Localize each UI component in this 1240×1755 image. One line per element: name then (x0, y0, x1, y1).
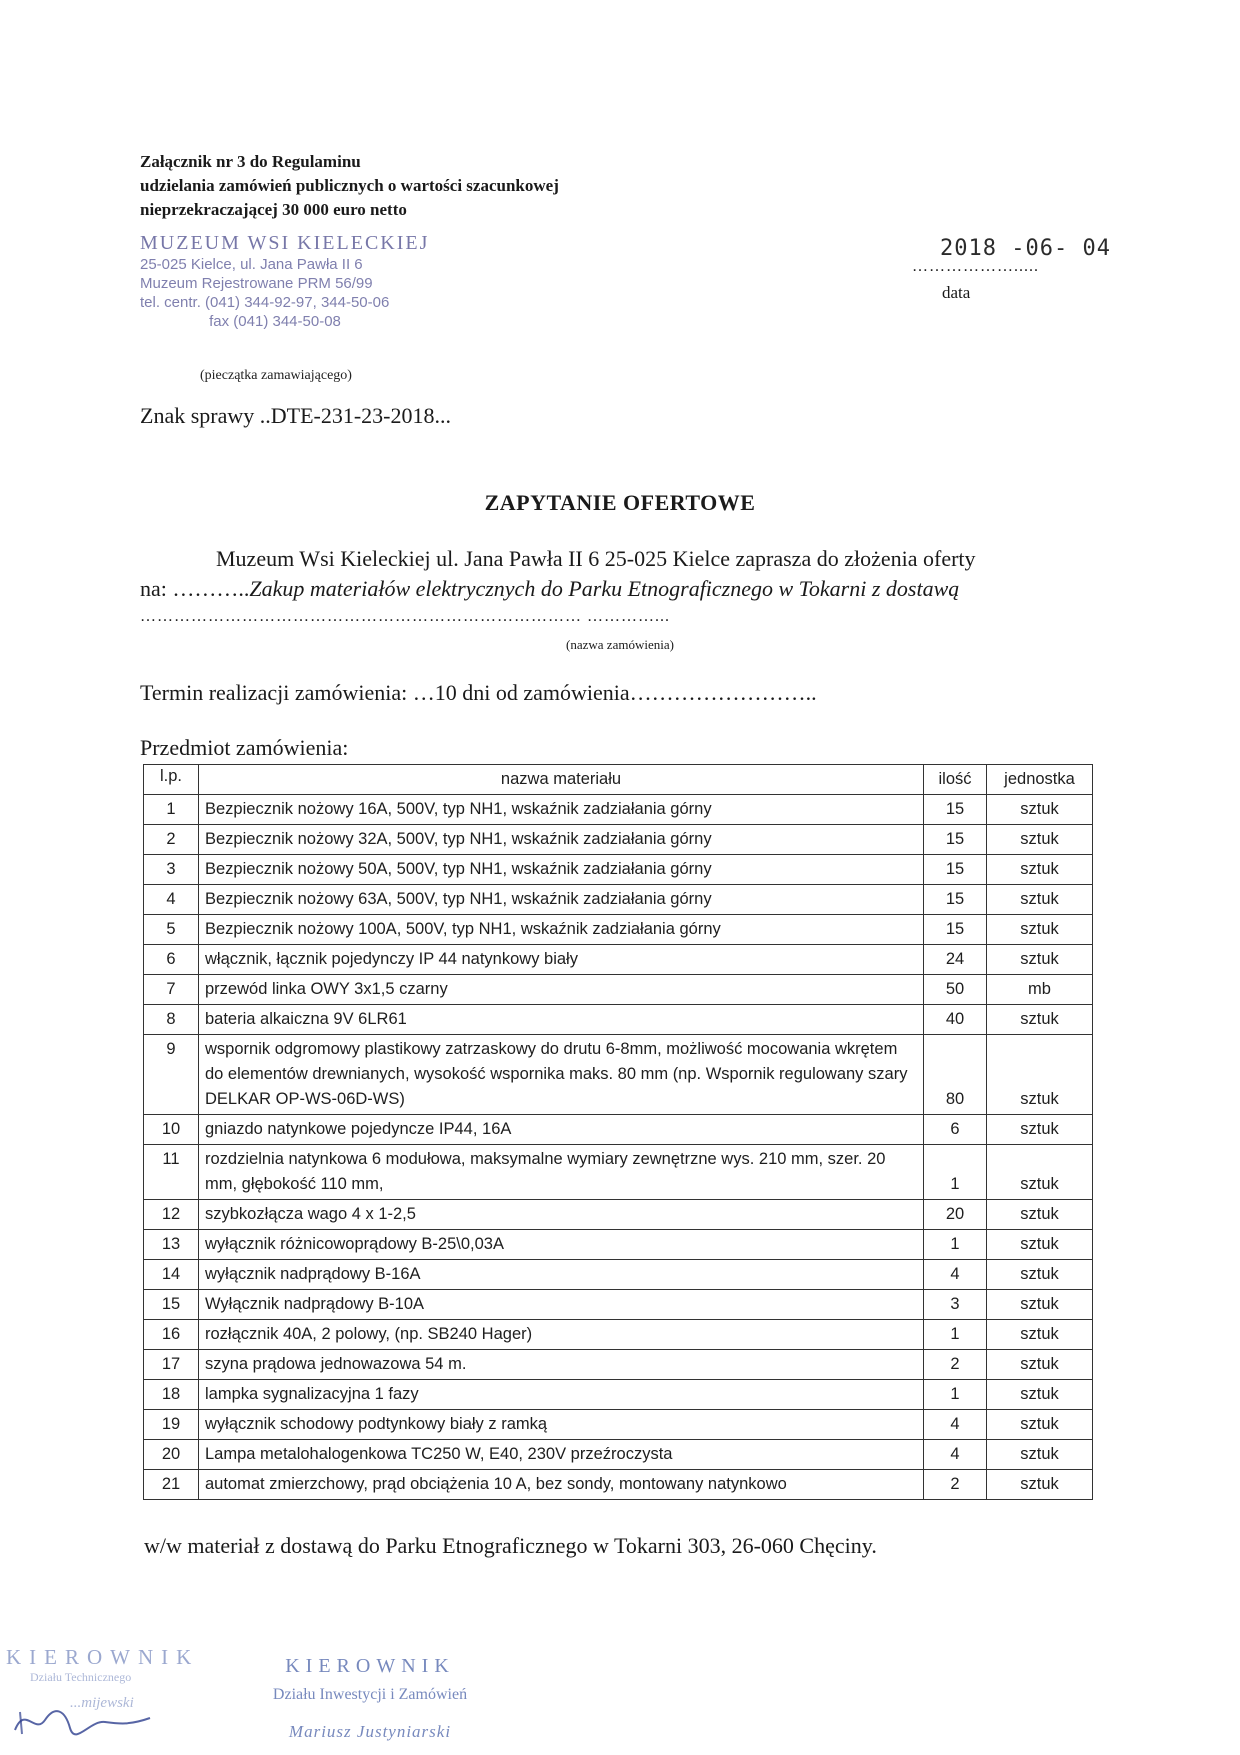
row-lp: 19 (144, 1410, 199, 1440)
row-name: Bezpiecznik nożowy 16A, 500V, typ NH1, wskaźnik zadziałania górny (199, 795, 924, 825)
table-row (144, 975, 1093, 1005)
row-unit: sztuk (987, 1470, 1093, 1500)
date-label: data (942, 283, 971, 302)
row-unit: sztuk (987, 1230, 1093, 1260)
table-row (144, 1145, 1093, 1200)
row-unit: sztuk (987, 1410, 1093, 1440)
row-qty: 4 (924, 1440, 987, 1470)
intro-line: Muzeum Wsi Kieleckiej ul. Jana Pawła II 6 25-025 Kielce zaprasza do złożenia oferty (216, 546, 976, 571)
header-line: nieprzekraczającej 30 000 euro netto (140, 200, 407, 219)
table-row (144, 1005, 1093, 1035)
order-name-caption: (nazwa zamówienia) (566, 637, 674, 652)
case-number: Znak sprawy ..DTE-231-23-2018... (140, 403, 451, 428)
table-row (144, 1230, 1093, 1260)
row-lp: 17 (144, 1350, 199, 1380)
row-unit: sztuk (987, 1115, 1093, 1145)
row-unit: sztuk (987, 1380, 1093, 1410)
stamp-caption: (pieczątka zamawiającego) (200, 368, 352, 383)
stamp-line: 25-025 Kielce, ul. Jana Pawła II 6 (140, 256, 363, 273)
stamp-line: fax (041) 344-50-08 (209, 313, 341, 330)
order-name-dots: …………………………………………………………………… …………... (140, 608, 670, 625)
signature-stamp-investment (220, 1655, 520, 1742)
row-unit: sztuk (987, 945, 1093, 975)
order-name: Zakup materiałów elektrycznych do Parku Etnograficznego w Tokarni z dostawą (249, 576, 960, 601)
row-unit: sztuk (987, 915, 1093, 945)
date-stamp: 2018 -06- 04 (940, 236, 1111, 261)
row-lp: 4 (144, 885, 199, 915)
header-lp: l.p. (144, 765, 199, 795)
row-lp: 21 (144, 1470, 199, 1500)
table-row (144, 915, 1093, 945)
row-qty: 20 (924, 1200, 987, 1230)
row-unit: sztuk (987, 825, 1093, 855)
row-unit: sztuk (987, 1035, 1093, 1115)
row-unit: sztuk (987, 1440, 1093, 1470)
row-lp: 20 (144, 1440, 199, 1470)
table-row (144, 1410, 1093, 1440)
table-row (144, 855, 1093, 885)
row-lp: 14 (144, 1260, 199, 1290)
row-qty: 4 (924, 1410, 987, 1440)
row-name: wyłącznik nadprądowy B-16A (199, 1260, 924, 1290)
row-qty: 15 (924, 855, 987, 885)
row-unit: sztuk (987, 855, 1093, 885)
row-name: przewód linka OWY 3x1,5 czarny (199, 975, 924, 1005)
table-row (144, 1200, 1093, 1230)
row-lp: 7 (144, 975, 199, 1005)
table-row (144, 945, 1093, 975)
document-header (140, 150, 559, 222)
header-line: Załącznik nr 3 do Regulaminu (140, 152, 361, 171)
table-row (144, 1290, 1093, 1320)
row-qty: 2 (924, 1350, 987, 1380)
row-name: lampka sygnalizacyjna 1 fazy (199, 1380, 924, 1410)
row-name: Bezpiecznik nożowy 50A, 500V, typ NH1, wskaźnik zadziałania górny (199, 855, 924, 885)
row-unit: sztuk (987, 1350, 1093, 1380)
row-name: szyna prądowa jednowazowa 54 m. (199, 1350, 924, 1380)
materials-table (143, 764, 1093, 1500)
row-lp: 3 (144, 855, 199, 885)
row-lp: 6 (144, 945, 199, 975)
row-name: rozdzielnia natynkowa 6 modułowa, maksymalne wymiary zewnętrzne wys. 210 mm, szer. 20 mm, głębokość 110 mm, (199, 1145, 924, 1200)
row-qty: 6 (924, 1115, 987, 1145)
table-row (144, 825, 1093, 855)
row-name: wyłącznik różnicowoprądowy B-25\0,03A (199, 1230, 924, 1260)
row-lp: 12 (144, 1200, 199, 1230)
row-qty: 15 (924, 825, 987, 855)
row-unit: sztuk (987, 1005, 1093, 1035)
table-row (144, 1440, 1093, 1470)
row-name: rozłącznik 40A, 2 polowy, (np. SB240 Hager) (199, 1320, 924, 1350)
row-lp: 16 (144, 1320, 199, 1350)
row-qty: 3 (924, 1290, 987, 1320)
row-qty: 1 (924, 1230, 987, 1260)
subject-heading: Przedmiot zamówienia: (140, 735, 349, 760)
row-lp: 11 (144, 1145, 199, 1200)
institution-stamp (140, 232, 470, 331)
row-lp: 15 (144, 1290, 199, 1320)
table-row (144, 1115, 1093, 1145)
table-row (144, 1260, 1093, 1290)
signature-title: KIEROWNIK (285, 1655, 455, 1677)
row-unit: sztuk (987, 1260, 1093, 1290)
stamp-line: tel. centr. (041) 344-92-97, 344-50-06 (140, 294, 390, 311)
row-unit: sztuk (987, 1145, 1093, 1200)
row-name: bateria alkaiczna 9V 6LR61 (199, 1005, 924, 1035)
row-lp: 5 (144, 915, 199, 945)
row-name: Bezpiecznik nożowy 100A, 500V, typ NH1, wskaźnik zadziałania górny (199, 915, 924, 945)
signature-title: KIEROWNIK (6, 1645, 200, 1669)
row-name: wspornik odgromowy plastikowy zatrzaskowy do drutu 6-8mm, możliwość mocowania wkrętem do elementów drewnianych, wysokość wspornika maks. 80 mm (np. Wspornik regulowany szary DELKAR OP-WS-06D-WS) (199, 1035, 924, 1115)
table-row (144, 1320, 1093, 1350)
row-name: automat zmierzchowy, prąd obciążenia 10 A, bez sondy, montowany natynkowo (199, 1470, 924, 1500)
document-title: ZAPYTANIE OFERTOWE (484, 490, 756, 515)
row-qty: 1 (924, 1380, 987, 1410)
handwritten-signature (10, 1700, 160, 1740)
row-name: Bezpiecznik nożowy 63A, 500V, typ NH1, wskaźnik zadziałania górny (199, 885, 924, 915)
row-unit: sztuk (987, 795, 1093, 825)
row-unit: sztuk (987, 1290, 1093, 1320)
row-qty: 40 (924, 1005, 987, 1035)
table-row (144, 885, 1093, 915)
row-name: gniazdo natynkowe pojedyncze IP44, 16A (199, 1115, 924, 1145)
row-qty: 4 (924, 1260, 987, 1290)
row-qty: 15 (924, 795, 987, 825)
order-name-prefix: na: ……….. (140, 576, 250, 601)
row-name: Wyłącznik nadprądowy B-10A (199, 1290, 924, 1320)
delivery-term: Termin realizacji zamówienia: …10 dni od zamówienia…………………….. (140, 680, 817, 705)
stamp-line: Muzeum Rejestrowane PRM 56/99 (140, 275, 373, 292)
table-row (144, 1350, 1093, 1380)
signature-dept: Działu Technicznego (30, 1670, 132, 1684)
row-lp: 1 (144, 795, 199, 825)
row-qty: 1 (924, 1145, 987, 1200)
row-unit: sztuk (987, 1320, 1093, 1350)
row-lp: 10 (144, 1115, 199, 1145)
table-row (144, 1470, 1093, 1500)
table-row (144, 1035, 1093, 1115)
row-qty: 1 (924, 1320, 987, 1350)
header-unit: jednostka (987, 765, 1093, 795)
signature-name: ...mijewski (70, 1695, 134, 1711)
table-header-row (144, 765, 1093, 795)
delivery-note: w/w materiał z dostawą do Parku Etnograficznego w Tokarni 303, 26-060 Chęciny. (144, 1533, 877, 1558)
order-name-line (140, 576, 959, 602)
row-name: włącznik, łącznik pojedynczy IP 44 natynkowy biały (199, 945, 924, 975)
row-qty: 2 (924, 1470, 987, 1500)
table-row (144, 795, 1093, 825)
row-lp: 8 (144, 1005, 199, 1035)
header-qty: ilość (924, 765, 987, 795)
header-name: nazwa materiału (199, 765, 924, 795)
row-qty: 50 (924, 975, 987, 1005)
row-unit: mb (987, 975, 1093, 1005)
row-qty: 80 (924, 1035, 987, 1115)
stamp-line: MUZEUM WSI KIELECKIEJ (140, 232, 430, 254)
signature-dept: Działu Inwestycji i Zamówień (272, 1686, 468, 1703)
row-qty: 24 (924, 945, 987, 975)
row-qty: 15 (924, 915, 987, 945)
row-qty: 15 (924, 885, 987, 915)
date-dots: ………………..... (912, 258, 1039, 275)
table-row (144, 1380, 1093, 1410)
row-lp: 18 (144, 1380, 199, 1410)
signature-name: Mariusz Justyniarski (288, 1722, 452, 1741)
row-unit: sztuk (987, 1200, 1093, 1230)
row-unit: sztuk (987, 885, 1093, 915)
row-name: Bezpiecznik nożowy 32A, 500V, typ NH1, wskaźnik zadziałania górny (199, 825, 924, 855)
row-name: szybkozłącza wago 4 x 1-2,5 (199, 1200, 924, 1230)
header-line: udzielania zamówień publicznych o wartości szacunkowej (140, 176, 559, 195)
row-lp: 9 (144, 1035, 199, 1115)
row-name: wyłącznik schodowy podtynkowy biały z ramką (199, 1410, 924, 1440)
row-name: Lampa metalohalogenkowa TC250 W, E40, 230V przeźroczysta (199, 1440, 924, 1470)
row-lp: 2 (144, 825, 199, 855)
row-lp: 13 (144, 1230, 199, 1260)
